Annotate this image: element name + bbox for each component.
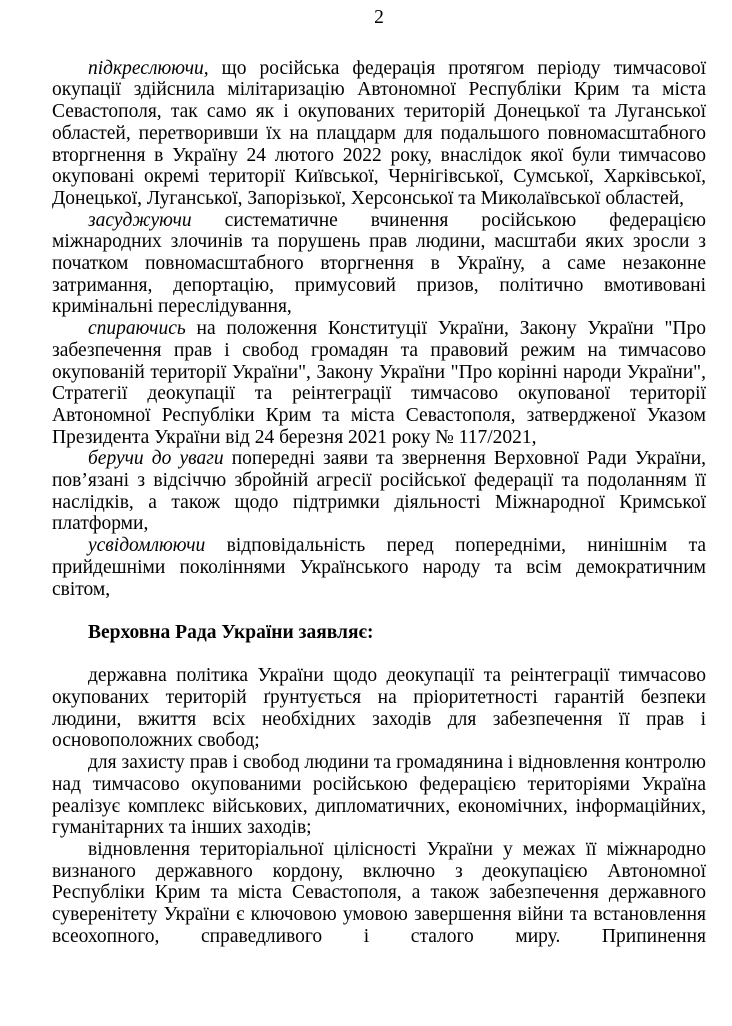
preamble-paragraph bbox=[52, 210, 706, 319]
preamble-paragraph bbox=[52, 535, 706, 600]
paragraph-text: що російська федерація протягом періоду тимчасової окупації здійснила мілітаризацію Автономної Республіки Крим та міста Севастополя, так само як і окупованих територій Донецької та Луганської областей, перетворивши їх на плацдарм для подальшого повномасштабного вторгнення в Україну 24 лютого 2022 року, внаслідок якої були тимчасово окуповані окремі території Київської, Чернігівської, Сумської, Харківської, Донецької, Луганської, Запорізької, Херсонської та Миколаївської областей, bbox=[52, 57, 706, 209]
paragraph-text: на положення Конституції України, Закону України "Про забезпечення прав і свобод громадян та правовий режим на тимчасово окупованій території України", Закону України "Про корінні народи України", Стратегії деокупації та реінтеграції тимчасово окупованої території Автономної Республіки Крим та міста Севастополя, затвердженої Указом Президента України від 24 березня 2021 року № 117/2021, bbox=[52, 318, 706, 448]
paragraph-text: державна політика України щодо деокупації та реінтеграції тимчасово окупованих територій ґрунтується на пріоритетності гарантій безпеки людини, вжиття всіх необхідних заходів для забезпечення її прав і основоположних свобод; bbox=[52, 665, 706, 752]
preamble-paragraph bbox=[52, 58, 706, 210]
paragraph-lead-italic: засуджуючи bbox=[88, 209, 192, 231]
paragraph-text: для захисту прав і свобод людини та громадянина і відновлення контролю над тимчасово окупованими російською федерацією територіями Україна реалізує комплекс військових, дипломатичних, економічних, інформаційних, гуманітарних та інших заходів; bbox=[52, 752, 706, 839]
declaration-paragraph bbox=[52, 839, 706, 948]
paragraph-lead-italic: беручи до уваги bbox=[88, 448, 224, 470]
paragraph-text: систематичне вчинення російською федерацією міжнародних злочинів та порушень прав людини, масштаби яких зросли з початком повномасштабного вторгнення в Україну, а саме незаконне затримання, депортацію, примусовий призов, політично вмотивовані кримінальні переслідування, bbox=[52, 209, 706, 318]
paragraph-lead-italic: спираючись bbox=[88, 318, 186, 340]
declaration-heading: Верховна Рада України заявляє: bbox=[88, 621, 374, 643]
document-body bbox=[52, 58, 706, 948]
declaration-paragraph bbox=[52, 752, 706, 839]
paragraph-lead-italic: підкреслюючи, bbox=[88, 57, 209, 79]
preamble-paragraph bbox=[52, 318, 706, 448]
declaration-paragraph bbox=[52, 665, 706, 752]
page-number: 2 bbox=[374, 7, 384, 28]
paragraph-text: відповідальність перед попередніми, нинішнім та прийдешніми поколіннями Українського народу та всім демократичним світом, bbox=[52, 535, 706, 600]
preamble-paragraph bbox=[52, 448, 706, 535]
paragraph-text: відновлення територіальної цілісності України у межах її міжнародно визнаного державного кордону, включно з деокупацією Автономної Республіки Крим та міста Севастополя, а також забезпечення державного суверенітету України є ключовою умовою завершення війни та встановлення всеохопного, справедливого і сталого миру. Припинення bbox=[52, 838, 706, 947]
paragraph-text: попередні заяви та звернення Верховної Ради України, пов’язані з відсіччю збройній агресії російської федерації та подоланням її наслідків, а також щодо підтримки діяльності Міжнародної Кримської платформи, bbox=[52, 448, 707, 535]
paragraph-lead-italic: усвідомлюючи bbox=[88, 535, 206, 557]
